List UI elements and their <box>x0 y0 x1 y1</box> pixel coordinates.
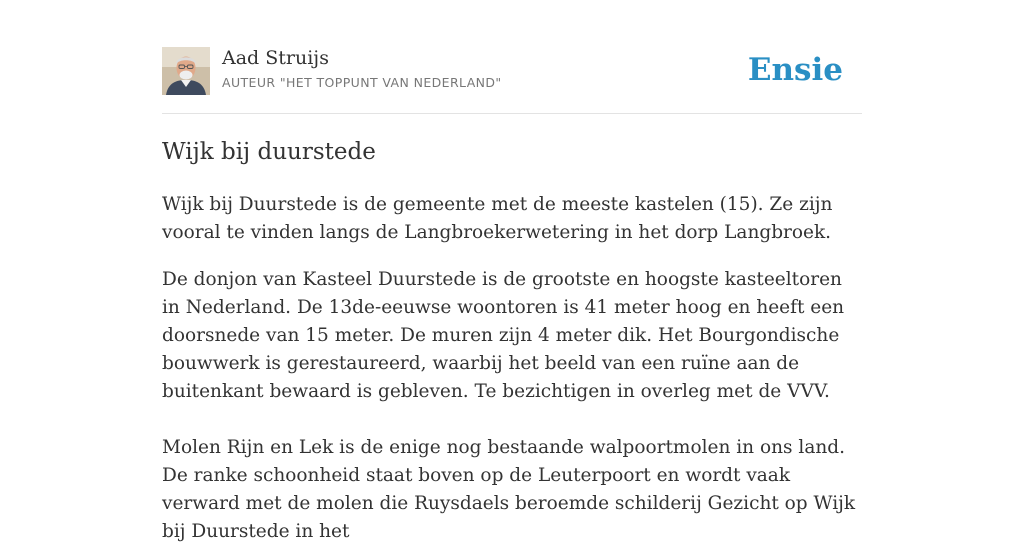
avatar[interactable] <box>162 47 210 95</box>
article-paragraph: Wijk bij Duurstede is de gemeente met de meeste kastelen (15). Ze zijn vooral te vinden langs de Langbroekerwetering in het dorp Langbroek. <box>162 194 833 243</box>
author-name[interactable]: Aad Struijs <box>222 47 329 69</box>
ensie-logo[interactable]: Ensie <box>747 52 843 88</box>
header <box>162 46 862 96</box>
article <box>162 136 862 546</box>
author-photo-icon <box>162 47 210 95</box>
article-title: Wijk bij duurstede <box>162 139 376 165</box>
article-paragraph: De donjon van Kasteel Duurstede is de grootste en hoogste kasteeltoren in Nederland. De 13de-eeuwse woontoren is 41 meter hoog en heeft een doorsnede van 15 meter. De muren zijn 4 meter dik. Het Bourgondische bouwwerk is gerestaureerd, waarbij het beeld van een ruïne aan de buitenkant bewaard is gebleven. Te bezichtigen in overleg met de VVV. <box>162 269 845 402</box>
header-divider <box>162 113 862 114</box>
article-paragraph: Molen Rijn en Lek is de enige nog bestaande walpoortmolen in ons land. De ranke schoonheid staat boven op de Leuterpoort en wordt vaak verward met de molen die Ruysdaels beroemde schilderij Gezicht op Wijk bij Duurstede in het <box>162 437 856 542</box>
author-bio: AUTEUR "HET TOPPUNT VAN NEDERLAND" <box>222 75 502 90</box>
